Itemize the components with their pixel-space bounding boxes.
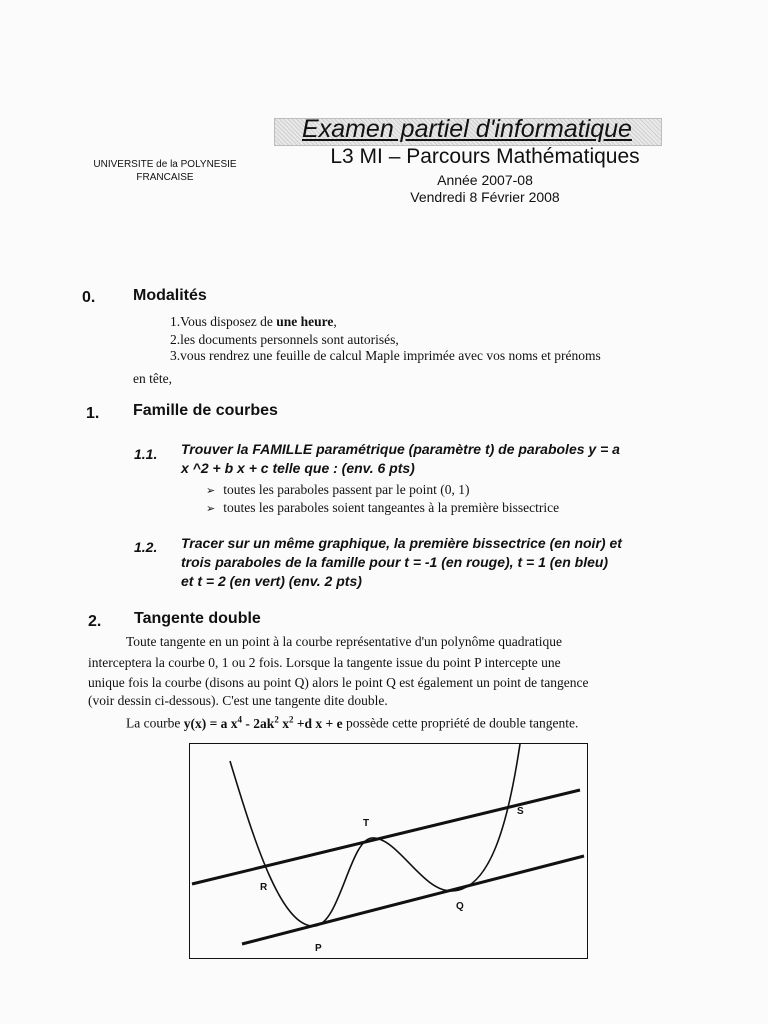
point-label-q: Q <box>456 901 464 912</box>
paragraph-line-3: unique fois la courbe (disons au point Q) alors le point Q est également un point de tangence <box>88 675 589 690</box>
point-label-t: T <box>363 818 370 829</box>
section-1-number: 1. <box>86 405 100 422</box>
arrow-bullet-icon: ➢ <box>206 484 216 497</box>
paragraph-line-1: Toute tangente en un point à la courbe représentative d'un polynôme quadratique <box>126 634 562 649</box>
question-1-2-line1: Tracer sur un même graphique, la première bissectrice (en noir) et <box>181 535 622 551</box>
question-1-1-line2: x ^2 + b x + c telle que : (env. 6 pts) <box>181 460 415 476</box>
point-label-s: S <box>517 806 524 817</box>
paragraph-line-4: (voir dessin ci-dessous). C'est une tangente dite double. <box>88 693 388 708</box>
section-1-title: Famille de courbes <box>133 402 278 419</box>
formula-line: La courbe y(x) = a $x^4 - 2ak^2$ $x^2 +d$ x + e possède cette propriété de double tangente. <box>126 714 579 731</box>
question-1-2-number: 1.2. <box>134 539 158 555</box>
bullet-2: ➢ toutes les paraboles soient tangeantes à la première bissectrice <box>206 500 560 515</box>
arrow-bullet-icon: ➢ <box>206 502 216 515</box>
question-1-1-line1: Trouver la FAMILLE paramétrique (paramètre t) de paraboles y = a <box>181 441 620 457</box>
point-label-r: R <box>260 882 268 893</box>
course-subtitle: L3 MI – Parcours Mathématiques <box>330 145 640 168</box>
section-2-title: Tangente double <box>134 610 261 627</box>
modalites-item-1: 1.Vous disposez de une heure, <box>170 314 337 329</box>
paragraph-line-2: interceptera la courbe 0, 1 ou 2 fois. Lorsque la tangente issue du point P intercepte une <box>88 655 561 670</box>
double-tangent-diagram <box>190 744 587 958</box>
academic-year: Année 2007-08 <box>437 172 533 188</box>
double-tangent-line <box>242 856 584 944</box>
exam-date: Vendredi 8 Février 2008 <box>410 189 560 205</box>
modalites-item-3: 3.vous rendrez une feuille de calcul Maple imprimée avec vos noms et prénoms <box>170 348 601 363</box>
exam-title: Examen partiel d'informatique <box>302 115 632 143</box>
question-1-2-line2: trois paraboles de la famille pour t = -1 (en rouge), t = 1 (en bleu) <box>181 554 609 570</box>
bullet-1: ➢ toutes les paraboles passent par le point (0, 1) <box>206 482 470 497</box>
question-1-2-line3: et t = 2 (en vert) (env. 2 pts) <box>181 573 362 589</box>
question-1-1-number: 1.1. <box>134 446 158 462</box>
section-0-number: 0. <box>82 289 96 306</box>
upper-tangent-line <box>192 790 580 884</box>
modalites-item-3-cont: en tête, <box>133 371 172 386</box>
section-0-title: Modalités <box>133 287 207 304</box>
university-name: UNIVERSITE de la POLYNESIE FRANCAISE <box>93 159 237 183</box>
quartic-curve <box>230 744 520 926</box>
section-2-number: 2. <box>88 613 102 630</box>
modalites-item-2: 2.les documents personnels sont autorisés, <box>170 332 399 347</box>
point-label-p: P <box>315 943 322 954</box>
double-tangent-figure <box>189 743 588 959</box>
